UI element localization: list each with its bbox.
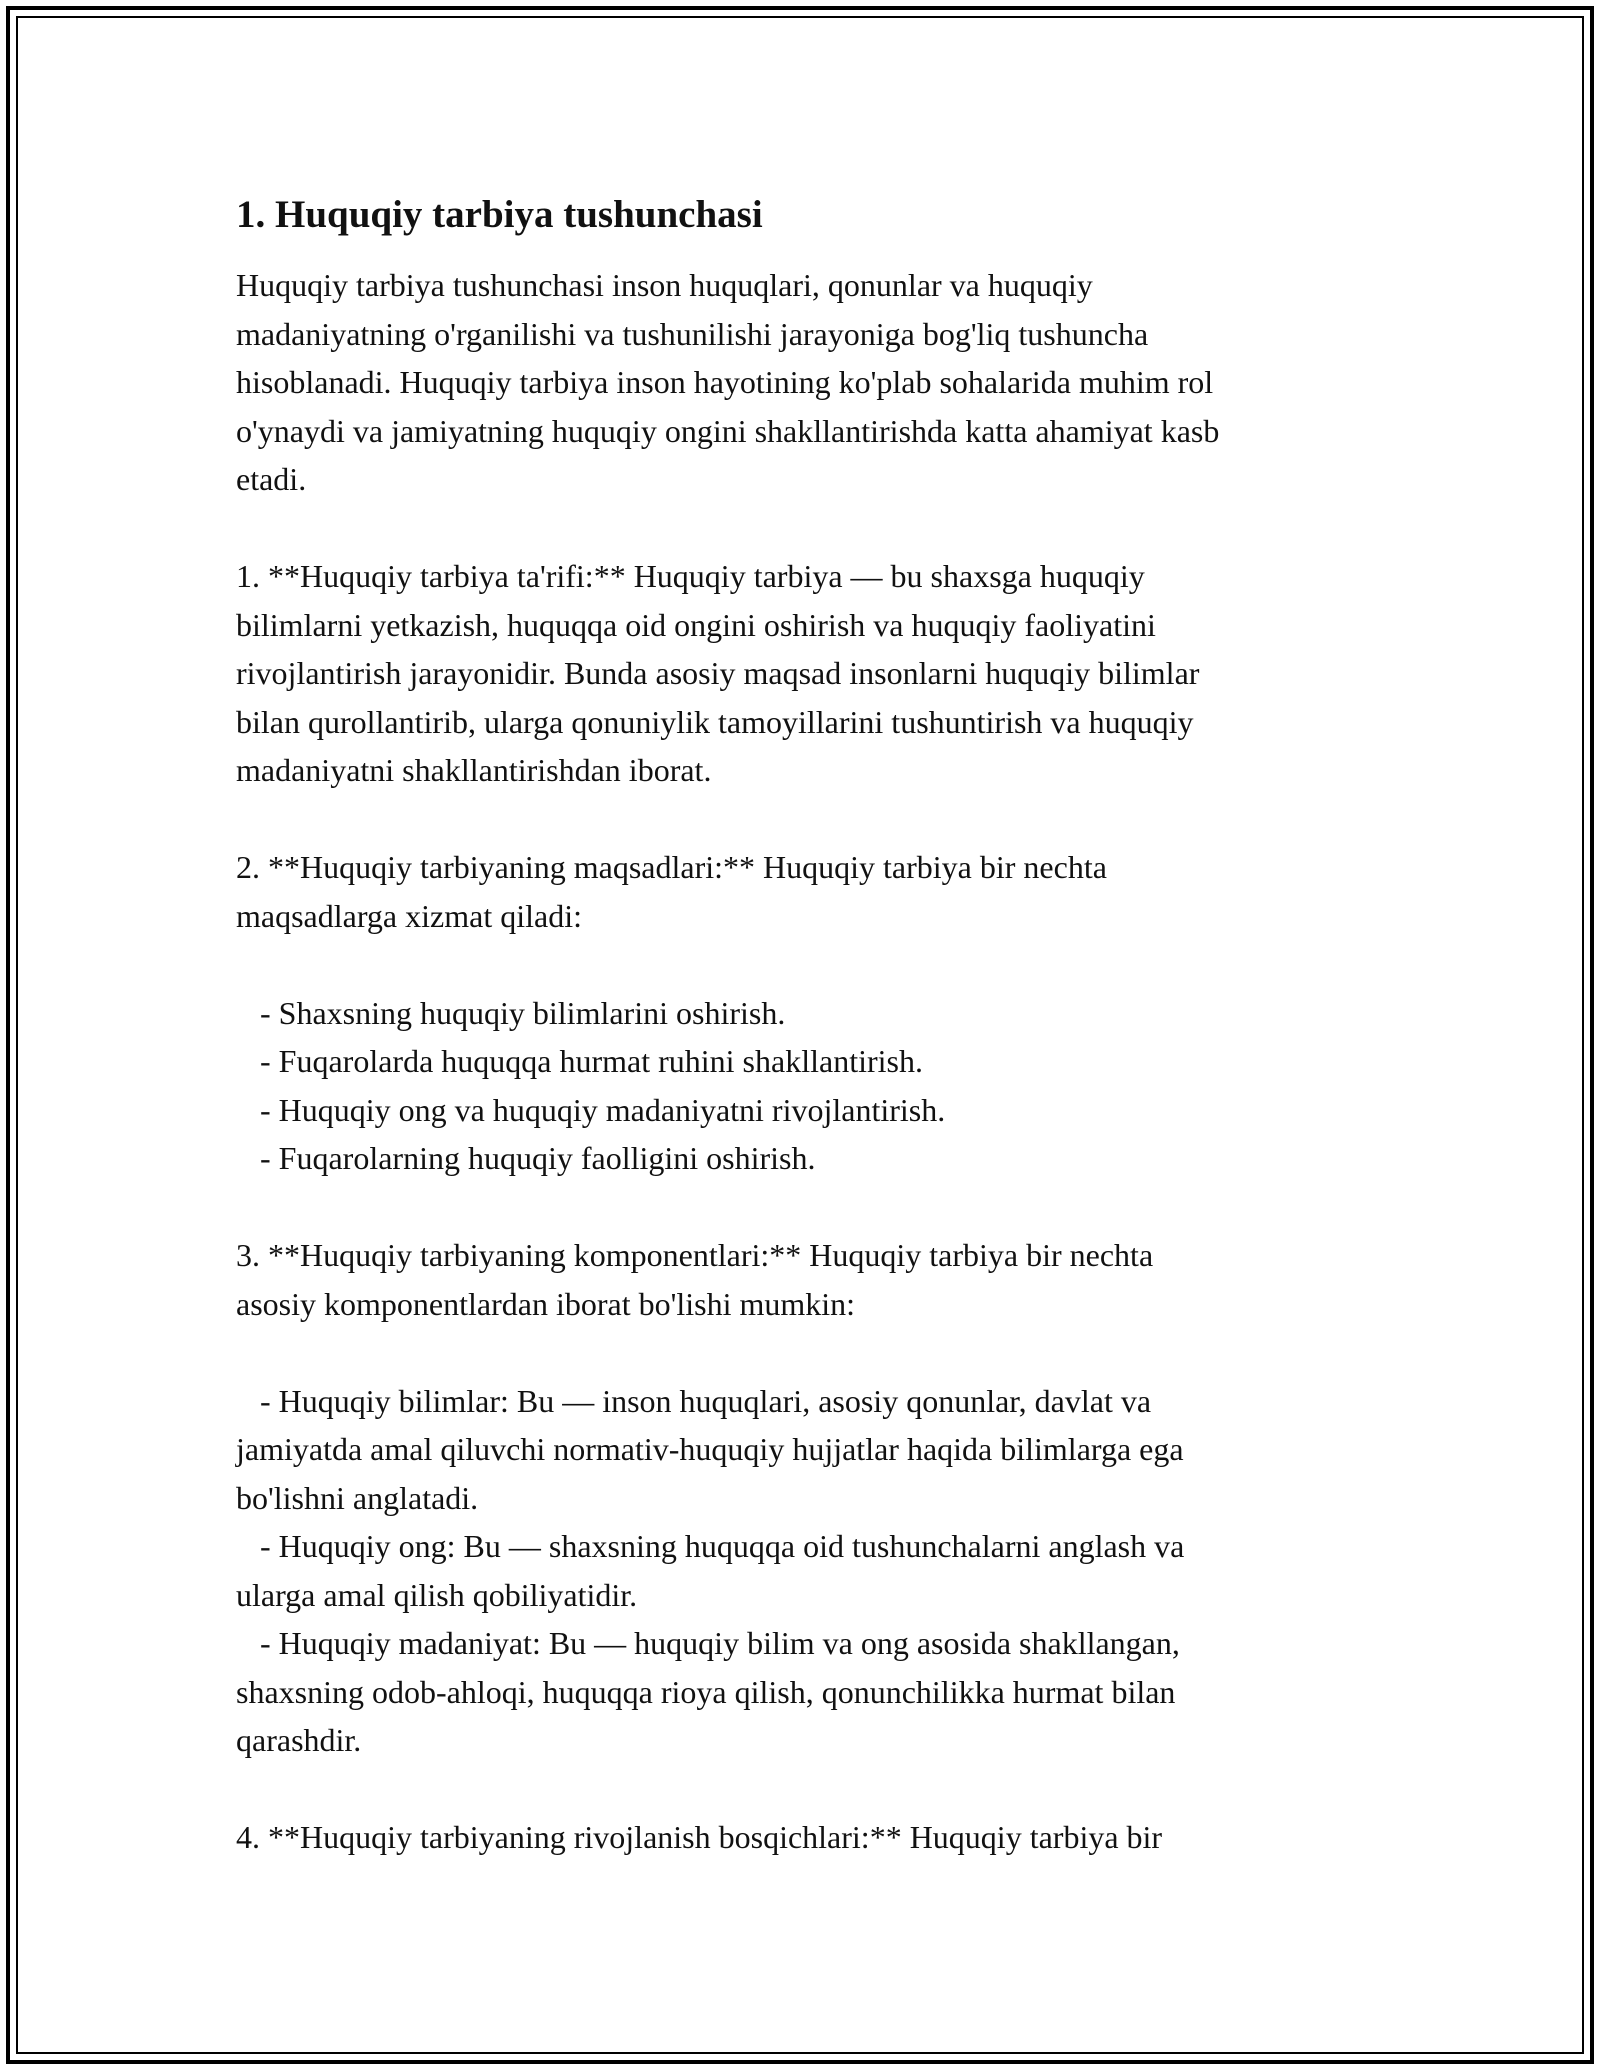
- document-body-text: Huquqiy tarbiya tushunchasi inson huquqlari, qonunlar va huquqiy madaniyatning o'rganilishi va tushunilishi jarayoniga bog'liq tushuncha hisoblanadi. Huquqiy tarbiya inson hayotining ko'plab sohalarida muhim rol o'ynaydi va jamiyatning huquqiy ongini shakllantirishda katta ahamiyat kasb etadi. 1. **Huquqiy tarbiya ta'rifi:** Huquqiy tarbiya — bu shaxsga huquqiy bilimlarni yetkazish, huquqqa oid ongini oshirish va huquqiy faoliyatini rivojlantirish jarayonidir. Bunda asosiy maqsad insonlarni huquqiy bilimlar bilan qurollantirib, ularga qonuniylik tamoyillarini tushuntirish va huquqiy madaniyatni shakllantirishdan iborat. 2. **Huquqiy tarbiyaning maqsadlari:** Huquqiy tarbiya bir nechta maqsadlarga xizmat qiladi: - Shaxsning huquqiy bilimlarini oshirish. - Fuqarolarda huquqqa hurmat ruhini shakllantirish. - Huquqiy ong va huquqiy madaniyatni rivojlantirish. - Fuqarolarning huquqiy faolligini oshirish. 3. **Huquqiy tarbiyaning komponentlari:** Huquqiy tarbiya bir nechta asosiy komponentlardan iborat bo'lishi mumkin: - Huquqiy bilimlar: Bu — inson huquqlari, asosiy qonunlar, davlat va jamiyatda amal qiluvchi normativ-huquqiy hujjatlar haqida bilimlarga ega bo'lishni anglatadi. - Huquqiy ong: Bu — shaxsning huquqqa oid tushunchalarni anglash va ularga amal qilish qobiliyatidir. - Huquqiy madaniyat: Bu — huquqiy bilim va ong asosida shakllangan, shaxsning odob-ahloqi, huquqqa rioya qilish, qonunchilikka hurmat bilan qarashdir. 4. **Huquqiy tarbiyaning rivojlanish bosqichlari:** Huquqiy tarbiya bir: [236, 267, 1220, 1855]
- document-content: [236, 190, 1376, 1862]
- document-heading: 1. Huquqiy tarbiya tushunchasi: [236, 193, 763, 236]
